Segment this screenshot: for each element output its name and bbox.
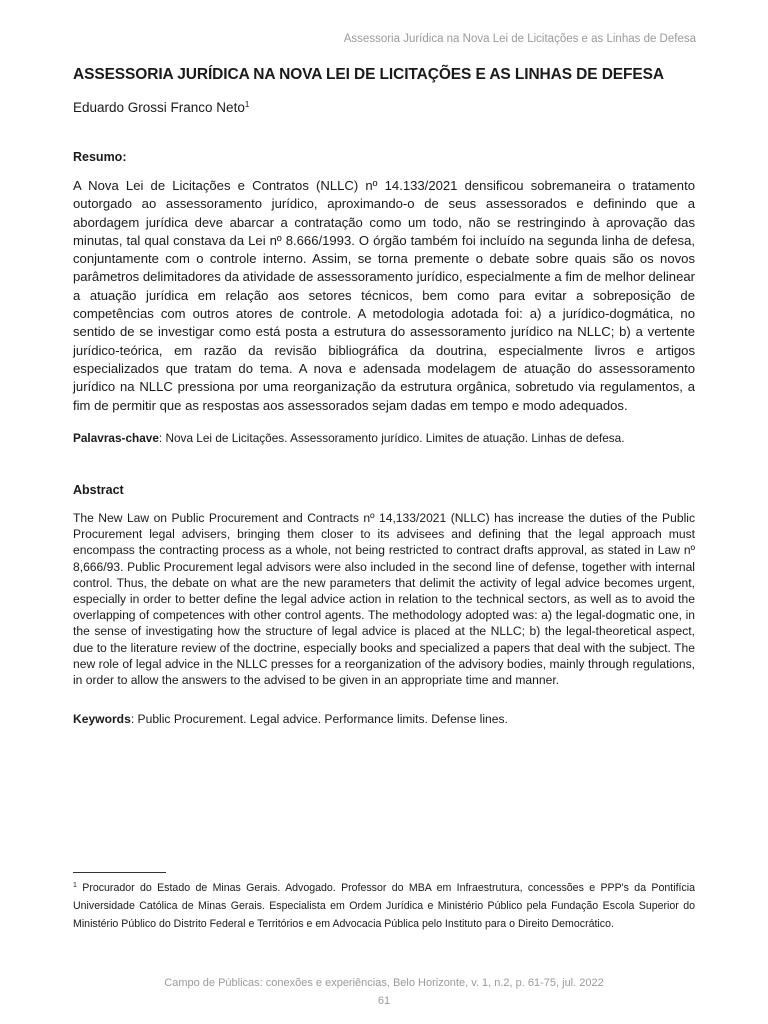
palavras-chave-line bbox=[73, 431, 695, 445]
abstract-text: The New Law on Public Procurement and Contracts nº 14,133/2021 (NLLC) has increase the duties of the Public Procurement legal advisers, bringing them closer to its advisees and defining that the legal approach must encompass the contracting process as a whole, not being restricted to contract drafts approval, as stated in Law nº 8,666/93. Public Procurement legal advisors were also included in the second line of defense, together with internal control. Thus, the debate on what are the new parameters that delimit the activity of legal advice becomes urgent, especially in order to better define the legal advice action in relation to the technical sectors, as well as to avoid the overlapping of competences with other control agents. The methodology adopted was: a) the legal-dogmatic one, in the sense of investigating how the structure of legal advice is placed at the NLLC; b) the legal-theoretical aspect, due to the literature review of the doctrine, especially books and specialized a papers that deal with the subject. The new role of legal advice in the NLLC presses for a reorganization of the advisory bodies, mainly through regulations, in order to allow the answers to the advised to be given in an appropriate time and manner. bbox=[73, 511, 695, 688]
keywords-line bbox=[73, 712, 695, 726]
journal-citation: Campo de Públicas: conexões e experiências, Belo Horizonte, v. 1, n.2, p. 61-75, jul. 2022 bbox=[164, 977, 604, 989]
palavras-chave-label: Palavras-chave bbox=[73, 431, 159, 445]
page-number: 61 bbox=[377, 995, 391, 1007]
palavras-chave-text: : Nova Lei de Licitações. Assessoramento jurídico. Limites de atuação. Linhas de defesa. bbox=[158, 431, 625, 445]
footnote-divider bbox=[73, 872, 166, 873]
article-title: ASSESSORIA JURÍDICA NA NOVA LEI DE LICITAÇÕES E AS LINHAS DE DEFESA bbox=[73, 66, 664, 83]
abstract-heading: Abstract bbox=[73, 483, 124, 497]
running-head: Assessoria Jurídica na Nova Lei de Licitações e as Linhas de Defesa bbox=[343, 33, 696, 45]
keywords-label: Keywords bbox=[73, 712, 131, 726]
keywords-text: : Public Procurement. Legal advice. Performance limits. Defense lines. bbox=[130, 712, 508, 726]
author-footnote-mark[interactable]: 1 bbox=[244, 100, 250, 109]
footnote bbox=[73, 877, 695, 934]
resumo-text: A Nova Lei de Licitações e Contratos (NLLC) nº 14.133/2021 densificou sobremaneira o tratamento outorgado ao assessoramento jurídico, aproximando-o de seus assessorados e definindo que a abordagem jurídica deve abarcar a contratação como um todo, não se restringindo à aprovação das minutas, tal qual constava da Lei nº 8.666/1993. O órgão também foi incluído na segunda linha de defesa, conjuntamente com o controle interno. Assim, se torna premente o debate sobre quais são os novos parâmetros delimitadores da atividade de assessoramento jurídico, especialmente a fim de melhor delinear a atuação jurídica em relação aos setores técnicos, bem como para evitar a sobreposição de competências com outros atores de controle. A metodologia adotada foi: a) a jurídico-dogmática, no sentido de se investigar como está posta a estrutura do assessoramento jurídico na NLLC; b) a vertente jurídico-teórica, em razão da revisão bibliográfica da doutrina, especialmente livros e artigos especializados que tratam do tema. A nova e adensada modelagem de atuação do assessoramento jurídico na NLLC pressiona por uma reorganização da estrutura orgânica, sobretudo via regulamentos, a fim de permitir que as respostas aos assessorados sejam dadas em tempo e modo adequados. bbox=[73, 178, 695, 413]
author-line bbox=[73, 100, 249, 115]
resumo-heading: Resumo: bbox=[73, 150, 127, 164]
author-name: Eduardo Grossi Franco Neto bbox=[73, 100, 245, 115]
footnote-text: Procurador do Estado de Minas Gerais. Advogado. Professor do MBA em Infraestrutura, concessões e PPP's da Pontifícia Universidade Católica de Minas Gerais. Especialista em Ordem Jurídica e Ministério Público pela Fundação Escola Superior do Ministério Público do Distrito Federal e Territórios e em Advocacia Pública pelo Instituto para o Direito Democrático. bbox=[73, 882, 695, 931]
footnote-mark: 1 bbox=[73, 882, 77, 889]
